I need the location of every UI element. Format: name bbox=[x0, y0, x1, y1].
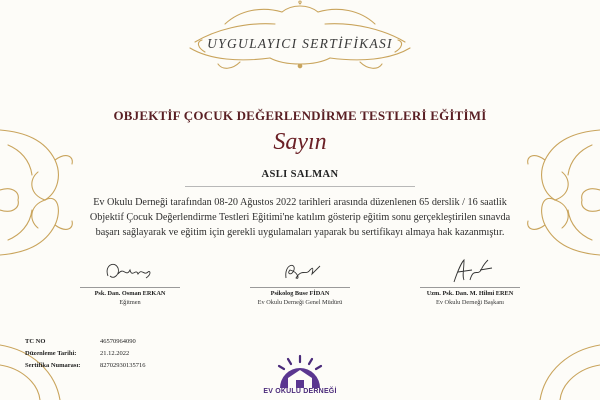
recipient-name: ASLI SALMAN bbox=[261, 169, 339, 180]
signatory-role: Eğitmen bbox=[119, 299, 141, 306]
certificate-title: OBJEKTİF ÇOCUK DEĞERLENDİRME TESTLERİ EĞİTİMİ bbox=[113, 108, 487, 123]
house-sun-logo-icon bbox=[258, 354, 342, 388]
serial-label: Sertifika Numarası: bbox=[25, 362, 81, 369]
meta-row-serial bbox=[25, 360, 146, 372]
signatory-name: Uzm. Psk. Dan. M. Hilmi EREN bbox=[426, 290, 514, 297]
signatory-name: Psk. Dan. Osman ERKAN bbox=[94, 290, 166, 297]
date-value: 21.12.2022 bbox=[100, 350, 130, 357]
serial-value: 82702930135716 bbox=[100, 362, 146, 369]
tc-label: TC NO bbox=[25, 338, 46, 345]
meta-row-tc bbox=[25, 336, 146, 348]
signature-president-icon bbox=[440, 256, 500, 286]
association-logo bbox=[258, 354, 342, 400]
certificate-meta bbox=[25, 336, 146, 372]
signature-line bbox=[80, 287, 180, 288]
signature-line bbox=[420, 287, 520, 288]
signatory-role: Ev Okulu Derneği Başkanı bbox=[435, 299, 505, 306]
signature-block-instructor bbox=[55, 256, 205, 306]
logo-text: EV OKULU DERNEĞİ bbox=[263, 388, 337, 395]
body-line: başarı sağlayarak ve eğitim için gerekli uygulamaları yaparak bu sertifikayı almaya hak kazanmıştır. bbox=[95, 227, 505, 238]
signature-instructor-icon bbox=[100, 256, 160, 286]
signatory-name: Psikolog Buse FİDAN bbox=[270, 290, 330, 297]
signatory-role: Ev Okulu Derneği Genel Müdürü bbox=[257, 299, 343, 306]
body-line: Ev Okulu Derneği tarafından 08-20 Ağustos 2022 tarihleri arasında düzenlenen 65 derslik / 16 saatlik bbox=[93, 197, 507, 208]
certificate-body bbox=[55, 195, 545, 240]
meta-row-date bbox=[25, 348, 146, 360]
signature-block-president bbox=[395, 256, 545, 306]
signature-manager-icon bbox=[270, 256, 330, 286]
certificate-subtitle: UYGULAYICI SERTİFİKASI bbox=[207, 36, 393, 51]
recipient-underline bbox=[185, 186, 415, 187]
signature-block-manager bbox=[225, 256, 375, 306]
signature-line bbox=[250, 287, 350, 288]
date-label: Düzenleme Tarihi: bbox=[25, 350, 77, 357]
body-line: Objektif Çocuk Değerlendirme Testleri Eğitimi'ne katılım gösterip eğitim sonu gerçekleştirilen sınavda bbox=[89, 212, 511, 223]
salutation: Sayın bbox=[273, 129, 327, 155]
tc-value: 46570964090 bbox=[100, 338, 136, 345]
